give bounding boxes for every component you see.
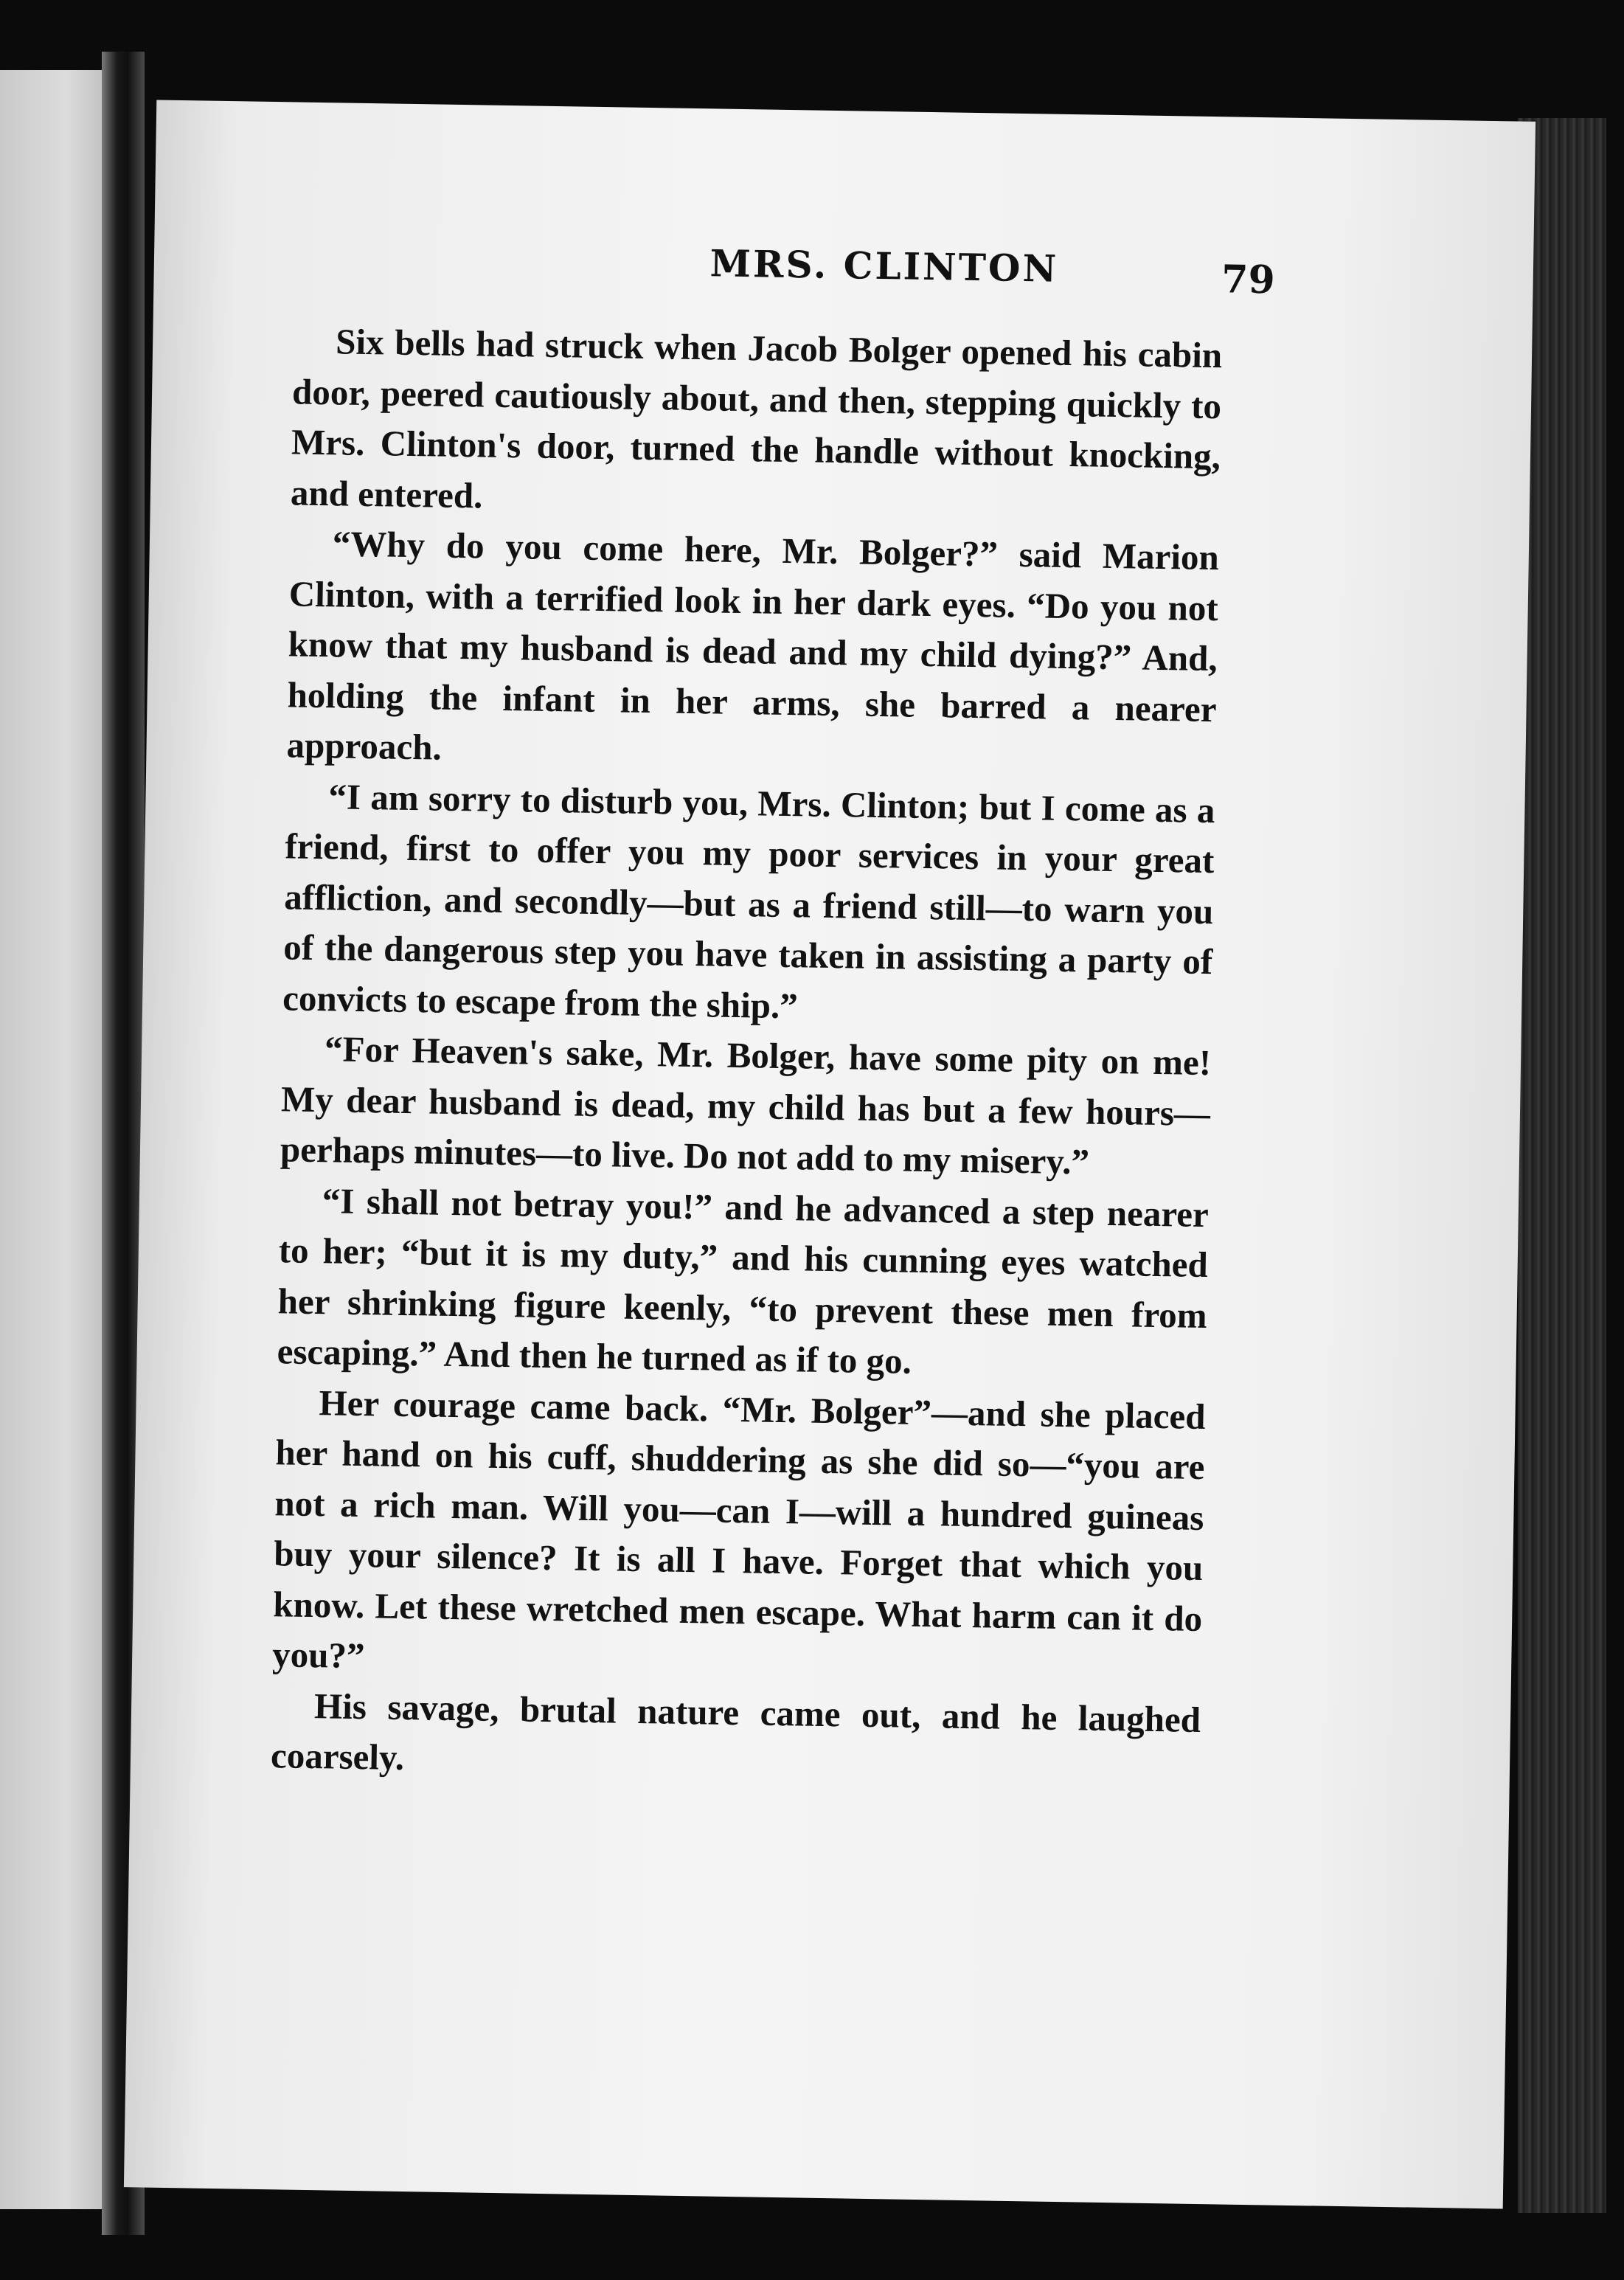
paragraph: Her courage came back. “Mr. Bolger”—and she placed her hand on his cuff, shuddering as she did so—“you are not a rich man. Will you—can I—will a hundred guineas buy your silence? It is all I have. Forget that which you know. Let these wretched men escape. What harm can it do you?” — [271, 1382, 1206, 1677]
paragraph: “I am sorry to disturb you, Mrs. Clinton; but I come as a friend, first to offer you my poor services in your great affliction, and secondly—but as a friend still—to warn you of the dangerous step you have taken in assisting a party of convicts to escape from the ship.” — [282, 775, 1215, 1026]
running-title: MRS. CLINTON — [709, 241, 1059, 291]
left-facing-page — [0, 70, 111, 2209]
paragraph: Six bells had struck when Jacob Bolger opened his cabin door, peered cautiously about, and then, stepping quickly to Mrs. Clinton's door, turned the handle without knocking, and entered. — [290, 321, 1223, 516]
paragraph: “I shall not betray you!” and he advanced a step nearer to her; “but it is my duty,” and his cunning eyes watched her shrinking figure keenly, “to prevent these men from escaping.” And then he turned as if to go. — [277, 1179, 1210, 1382]
book-page — [124, 100, 1535, 2208]
body-text — [271, 316, 1223, 1795]
paragraph: “Why do you come here, Mr. Bolger?” said Marion Clinton, with a terrified look in her dark eyes. “Do you not know that my husband is dead and my child dying?” And, holding the infant in her arms, she barred a nearer approach. — [286, 523, 1220, 768]
paragraph: His savage, brutal nature came out, and he laughed coarsely. — [270, 1685, 1201, 1778]
page-number: 79 — [1221, 257, 1276, 303]
paragraph: “For Heaven's sake, Mr. Bolger, have some pity on me! My dear husband is dead, my child has but a few hours—perhaps minutes—to live. Do not add to my misery.” — [280, 1028, 1212, 1182]
book-page-edges — [1518, 118, 1606, 2213]
